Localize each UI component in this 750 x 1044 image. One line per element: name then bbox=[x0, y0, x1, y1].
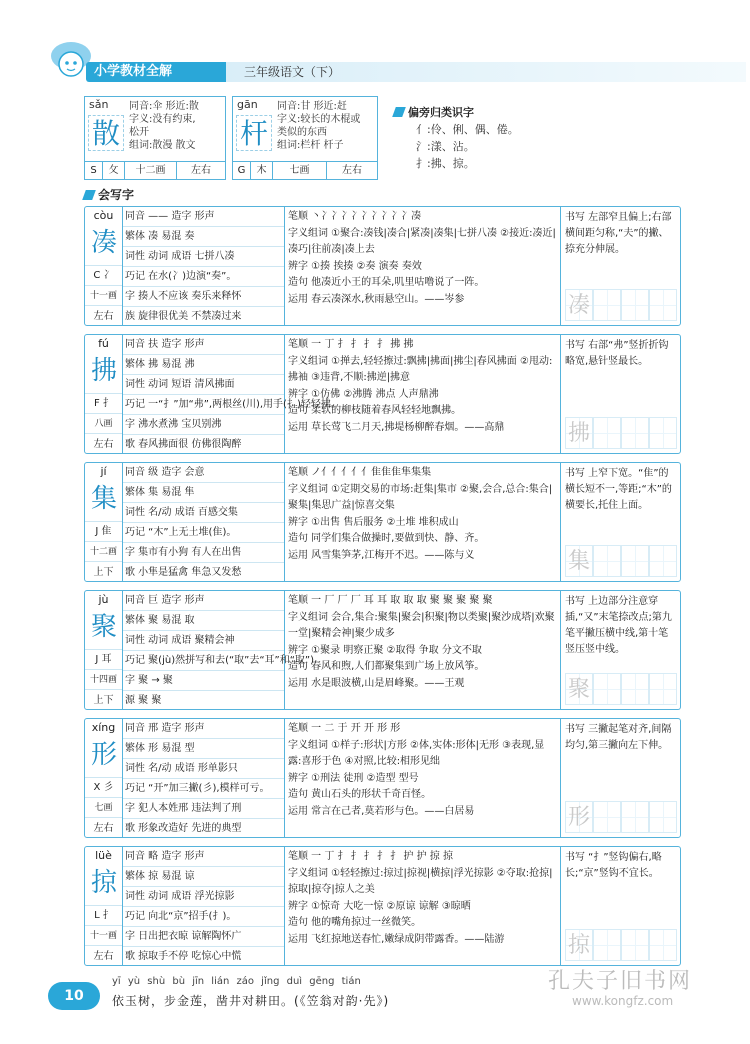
writing-column bbox=[561, 719, 682, 837]
practice-cell[interactable] bbox=[649, 417, 677, 449]
info-line: 繁体 形 易混 型 bbox=[123, 739, 284, 759]
radical: 木 bbox=[251, 162, 273, 179]
radical-section bbox=[394, 104, 519, 172]
writing-tip: 书写 左部窄且偏上;右部横间距匀称,“夫”的撇、捺充分伸展。 bbox=[565, 212, 672, 255]
mini-card-gan bbox=[232, 96, 378, 180]
info-line: 巧记 “开”加三撇(彡),模样可亏。 bbox=[123, 779, 284, 799]
initial: S bbox=[85, 162, 103, 179]
character: 散 bbox=[88, 115, 124, 151]
section-title bbox=[84, 186, 134, 203]
stroke-count: 八画 bbox=[85, 413, 122, 433]
info-line: 词性 动词 成语 七拼八凑 bbox=[123, 247, 284, 267]
info-line: 字 集市有小狗 有人在出售 bbox=[123, 543, 284, 563]
character-block bbox=[84, 846, 681, 966]
brand-title: 小学教材全解 bbox=[86, 62, 226, 82]
character: 形 bbox=[90, 740, 117, 770]
initial: G bbox=[233, 162, 251, 179]
info-column bbox=[123, 719, 285, 837]
stroke-count: 十二画 bbox=[125, 162, 177, 179]
meaning-line: 运用 常言在己者,莫若形与色。——白居易 bbox=[288, 805, 475, 817]
section-title-text: 会写字 bbox=[98, 188, 135, 202]
info-line: 歌 形象改造好 先进的典型 bbox=[125, 823, 242, 834]
practice-cell[interactable] bbox=[649, 289, 677, 321]
practice-cell[interactable] bbox=[621, 673, 649, 705]
meaning-column bbox=[285, 463, 561, 581]
initial-radical: F 扌 bbox=[85, 393, 122, 413]
info-line: 同音 —— 造字 形声 bbox=[123, 207, 284, 227]
character: 聚 bbox=[90, 612, 117, 642]
info-line: 同音 巨 造字 形声 bbox=[123, 591, 284, 611]
writing-column bbox=[561, 591, 682, 709]
trace-cell[interactable]: 形 bbox=[565, 801, 593, 833]
pinyin: gān bbox=[237, 98, 258, 111]
practice-grid[interactable] bbox=[565, 673, 677, 705]
info-column bbox=[123, 335, 341, 453]
info-line: 同音 略 造字 形声 bbox=[123, 847, 284, 867]
info-line: 巧记 “木”上无土堆(隹)。 bbox=[123, 523, 284, 543]
meaning-line: 运用 飞红掠地送春忙,嫩绿成阴带露香。——陆游 bbox=[288, 933, 505, 945]
meaning-column bbox=[285, 207, 561, 325]
meaning-line: 造句 柔软的柳枝随着春风轻轻地飘拂。 bbox=[288, 405, 462, 416]
character-block bbox=[84, 590, 681, 710]
practice-cell[interactable] bbox=[621, 289, 649, 321]
meaning-line: 字义组词 会合,集合:聚集|聚会|积聚|物以类聚|聚沙成塔|欢聚一堂|聚精会神|聚少成多 bbox=[288, 611, 555, 639]
practice-cell[interactable] bbox=[649, 929, 677, 961]
meaning-line: 字义组词 ①聚合:凑钱|凑合|紧凑|凑集|七拼八凑 ②接近:凑近|凑巧|往前凑|凑上去 bbox=[288, 227, 556, 255]
practice-cell[interactable] bbox=[649, 801, 677, 833]
watermark-url: www.kongfz.com bbox=[572, 994, 674, 1008]
practice-cell[interactable] bbox=[621, 545, 649, 577]
radical-title: 偏旁归类识字 bbox=[408, 106, 474, 119]
info-line: 字义:较长的木棍或 bbox=[277, 114, 361, 125]
initial-radical: J 隹 bbox=[85, 521, 122, 541]
pinyin: fú bbox=[98, 337, 109, 350]
meaning-line: 造句 黄山石头的形状千奇百怪。 bbox=[288, 789, 432, 800]
practice-cell[interactable] bbox=[621, 929, 649, 961]
character: 杆 bbox=[236, 115, 272, 151]
info-line: 词性 动词 成语 聚精会神 bbox=[123, 631, 284, 651]
trace-cell[interactable]: 聚 bbox=[565, 673, 593, 705]
character-block bbox=[84, 462, 681, 582]
structure: 左右 bbox=[85, 305, 122, 326]
info-column bbox=[123, 207, 285, 325]
page-header bbox=[0, 40, 750, 82]
trace-cell[interactable]: 拂 bbox=[565, 417, 593, 449]
mini-card-san bbox=[84, 96, 226, 180]
trace-cell[interactable]: 凑 bbox=[565, 289, 593, 321]
structure: 左右 bbox=[342, 165, 362, 176]
character-block bbox=[84, 334, 681, 454]
pinyin: jù bbox=[98, 593, 109, 606]
meaning-line: 笔顺 一 丁 扌 扌 扌 扌 拂 拂 bbox=[288, 339, 414, 350]
mini-row bbox=[85, 161, 225, 179]
info-line: 松开 bbox=[129, 127, 149, 138]
char-column bbox=[85, 463, 123, 581]
info-line: 巧记 聚(jù)然拼写和去(“取”去“耳”和“取”) bbox=[123, 651, 284, 671]
info-line: 字 犯人本姓邢 违法判了刑 bbox=[123, 799, 284, 819]
info-line: 族 旋律很优美 不禁凑过来 bbox=[125, 311, 242, 322]
char-column bbox=[85, 847, 123, 965]
page-number: 10 bbox=[48, 982, 100, 1010]
practice-cell[interactable] bbox=[649, 545, 677, 577]
pencil-icon bbox=[392, 107, 406, 117]
character: 凑 bbox=[90, 228, 117, 258]
info-line: 源 聚 聚 bbox=[125, 695, 162, 706]
meaning-column bbox=[285, 847, 561, 965]
info-line: 词性 动词 短语 清风拂面 bbox=[123, 375, 284, 395]
meaning-column bbox=[285, 335, 561, 453]
meaning-line: 字义组词 ①定期交易的市场:赶集|集市 ②聚,会合,总合:集合|聚集|集思广益|惊喜交集 bbox=[288, 483, 553, 511]
info-column bbox=[123, 463, 285, 581]
pinyin: còu bbox=[93, 209, 114, 222]
meaning-line: 辨字 ①惊奇 大吃一惊 ②原谅 谅解 ③晾晒 bbox=[288, 900, 471, 912]
info-line: 字义:没有约束, bbox=[129, 114, 196, 125]
practice-cell[interactable] bbox=[593, 801, 621, 833]
meaning-column bbox=[285, 719, 561, 837]
pinyin: sǎn bbox=[89, 98, 109, 111]
info-line: 同音 邢 造字 形声 bbox=[123, 719, 284, 739]
practice-cell[interactable] bbox=[621, 801, 649, 833]
info-line: 繁体 拂 易混 沸 bbox=[123, 355, 284, 375]
initial-radical: L 扌 bbox=[85, 905, 122, 925]
character-block bbox=[84, 718, 681, 838]
info-line: 词性 名/动 成语 形单影只 bbox=[123, 759, 284, 779]
info-line: 巧记 在水(冫)边演“奏”。 bbox=[123, 267, 284, 287]
character-block bbox=[84, 206, 681, 326]
practice-grid[interactable] bbox=[565, 801, 677, 833]
practice-cell[interactable] bbox=[593, 929, 621, 961]
writing-tip: 书写 三撇起笔对齐,间隔均匀,第三撇向左下伸。 bbox=[565, 724, 672, 751]
meaning-line: 笔顺 一 二 于 开 开 形 形 bbox=[288, 723, 401, 734]
writing-column bbox=[561, 847, 682, 965]
info-line: 歌 春风拂面很 仿佛很陶醉 bbox=[125, 439, 242, 450]
stroke-count: 十二画 bbox=[85, 541, 122, 561]
info-line: 歌 掠取手不停 吃惊心中慌 bbox=[125, 951, 242, 962]
meaning-line: 笔顺 ノ亻亻亻亻亻隹隹隹隼集集 bbox=[288, 467, 432, 478]
meaning-line: 辨字 ①揍 挨揍 ②奏 演奏 奏效 bbox=[288, 260, 422, 272]
writing-tip: 书写 右部“弗”竖折折钩略宽,悬针竖最长。 bbox=[565, 340, 669, 367]
pinyin: jí bbox=[100, 465, 107, 478]
stroke-count: 十一画 bbox=[85, 925, 122, 945]
meaning-line: 笔顺 一 丁 扌 扌 扌 扌 扌 护 护 掠 掠 bbox=[288, 851, 453, 862]
info-column bbox=[123, 847, 285, 965]
grade-label: 三年级语文（下） bbox=[244, 65, 341, 79]
mini-row bbox=[233, 161, 377, 179]
character: 集 bbox=[90, 484, 117, 514]
stroke-count: 十一画 bbox=[85, 285, 122, 305]
meaning-line: 运用 草长莺飞二月天,拂堤杨柳醉春烟。——高鼎 bbox=[288, 421, 505, 433]
character: 拂 bbox=[90, 356, 117, 386]
practice-cell[interactable] bbox=[621, 417, 649, 449]
trace-cell[interactable]: 掠 bbox=[565, 929, 593, 961]
practice-cell[interactable] bbox=[593, 417, 621, 449]
info-line: 同音 级 造字 会意 bbox=[123, 463, 284, 483]
meaning-line: 运用 春云凑深水,秋雨悬空山。——岑参 bbox=[288, 293, 465, 305]
info-line: 繁体 集 易混 隼 bbox=[123, 483, 284, 503]
meaning-line: 运用 水是眼波横,山是眉峰聚。——王观 bbox=[288, 677, 465, 689]
info-line: 巧记 一“扌”加“弗”,两根丝(川),用手(扌)轻轻拂。 bbox=[123, 395, 284, 415]
info-line: 字 聚 → 聚 bbox=[123, 671, 284, 691]
radical-line: 氵:漾、沾。 bbox=[416, 140, 475, 153]
char-column bbox=[85, 719, 123, 837]
footer-verse: 依玉树，步金莲，凿井对耕田。(《笠翁对韵·先》) bbox=[112, 994, 390, 1008]
writing-tip: 书写 “扌”竖钩偏右,略长;“京”竖钩不宜长。 bbox=[565, 852, 662, 879]
meaning-line: 造句 他的嘴角掠过一丝微笑。 bbox=[288, 917, 422, 928]
trace-cell[interactable]: 集 bbox=[565, 545, 593, 577]
info-line: 同音:伞 形近:散 bbox=[129, 101, 199, 112]
info-line: 组词:散漫 散文 bbox=[129, 140, 196, 151]
writing-column bbox=[561, 463, 682, 581]
info-line: 字 沸水煮沸 宝贝别沸 bbox=[123, 415, 284, 435]
pinyin: lüè bbox=[95, 849, 112, 862]
info-line: 组词:栏杆 杆子 bbox=[277, 140, 344, 151]
structure: 上下 bbox=[85, 561, 122, 582]
meaning-column bbox=[285, 591, 561, 709]
info-line: 繁体 掠 易混 谅 bbox=[123, 867, 284, 887]
footer-pinyin: yī yù shù bù jīn lián záo jǐng duì gēng tián bbox=[112, 976, 361, 987]
mini-info bbox=[129, 100, 239, 152]
info-line: 同音 扶 造字 形声 bbox=[123, 335, 284, 355]
char-column bbox=[85, 207, 123, 325]
writing-tip: 书写 上窄下宽。“隹”的横长短不一,等距;“木”的横要长,托住上面。 bbox=[565, 468, 672, 511]
info-column bbox=[123, 591, 314, 709]
structure: 左右 bbox=[191, 165, 211, 176]
initial-radical: X 彡 bbox=[85, 777, 122, 797]
radical-line: 扌:拂、掠。 bbox=[416, 157, 475, 170]
meaning-line: 笔顺 丶冫冫冫冫冫冫冫冫冫凑 bbox=[288, 211, 422, 222]
practice-cell[interactable] bbox=[649, 673, 677, 705]
structure: 左右 bbox=[85, 945, 122, 966]
writing-column bbox=[561, 207, 682, 325]
structure: 上下 bbox=[85, 689, 122, 710]
practice-cell[interactable] bbox=[593, 673, 621, 705]
meaning-line: 辨字 ①聚录 明察正聚 ②取得 争取 分文不取 bbox=[288, 644, 482, 656]
pencil-icon bbox=[82, 190, 96, 200]
meaning-line: 辨字 ①刑法 徒刑 ②造型 型号 bbox=[288, 772, 419, 784]
practice-grid[interactable] bbox=[565, 929, 677, 961]
info-line: 繁体 聚 易混 取 bbox=[123, 611, 284, 631]
meaning-line: 字义组词 ①轻轻擦过:掠过|掠视|横掠|浮光掠影 ②夺取:抢掠|掠取|掠夺|掠人之美 bbox=[288, 867, 553, 895]
char-column bbox=[85, 335, 123, 453]
practice-cell[interactable] bbox=[593, 289, 621, 321]
writing-column bbox=[561, 335, 682, 453]
practice-grid[interactable] bbox=[565, 545, 677, 577]
meaning-line: 造句 同学们集合做操时,要做到快、静、齐。 bbox=[288, 533, 485, 544]
meaning-line: 辨字 ①出售 售后服务 ②土堆 堆积成山 bbox=[288, 516, 459, 528]
info-line: 歌 小隼是猛禽 隼急又发愁 bbox=[125, 567, 242, 578]
radical: 攵 bbox=[103, 162, 125, 179]
structure: 左右 bbox=[85, 433, 122, 454]
meaning-line: 造句 春风和煦,人们都聚集到广场上放风筝。 bbox=[288, 661, 485, 672]
stroke-count: 七画 bbox=[273, 162, 327, 179]
writing-tip: 书写 上边部分注意穿插,“又”末笔捺改点;第九笔平撇压横中线,第十笔竖压竖中线。 bbox=[565, 596, 672, 655]
character: 掠 bbox=[90, 868, 117, 898]
initial-radical: C 冫 bbox=[85, 265, 122, 285]
info-line: 字 揍人不应该 奏乐来释怀 bbox=[123, 287, 284, 307]
info-line: 词性 名/动 成语 百感交集 bbox=[123, 503, 284, 523]
info-line: 巧记 向北“京”招手(扌)。 bbox=[123, 907, 284, 927]
initial-radical: J 耳 bbox=[85, 649, 122, 669]
stroke-count: 十四画 bbox=[85, 669, 122, 689]
structure: 左右 bbox=[85, 817, 122, 838]
info-line: 词性 动词 成语 浮光掠影 bbox=[123, 887, 284, 907]
info-line: 字 日出把衣晾 谅解陶怀广 bbox=[123, 927, 284, 947]
mini-info bbox=[277, 100, 387, 152]
practice-grid[interactable] bbox=[565, 289, 677, 321]
watermark-text: 孔夫子旧书网 bbox=[548, 969, 693, 994]
char-column bbox=[85, 591, 123, 709]
info-line: 类似的东西 bbox=[277, 127, 327, 138]
practice-cell[interactable] bbox=[593, 545, 621, 577]
radical-line: 亻:伶、俐、偶、倦。 bbox=[416, 123, 519, 136]
pinyin: xíng bbox=[91, 721, 116, 734]
meaning-line: 辨字 ①仿佛 ②沸腾 沸点 人声鼎沸 bbox=[288, 388, 439, 400]
info-line: 繁体 凑 易混 奏 bbox=[123, 227, 284, 247]
meaning-line: 字义组词 ①样子:形状|方形 ②体,实体:形体|无形 ③表现,显露:喜形于色 ④对照,比较:相形见绌 bbox=[288, 739, 545, 767]
meaning-line: 运用 风雪集笋茅,江梅开不迟。——陈与义 bbox=[288, 549, 475, 561]
meaning-line: 造句 他凑近小王的耳朵,叽里咕噜说了一阵。 bbox=[288, 277, 485, 288]
practice-grid[interactable] bbox=[565, 417, 677, 449]
info-line: 同音:甘 形近:赶 bbox=[277, 101, 347, 112]
meaning-line: 笔顺 一 厂 厂 厂 耳 耳 取 取 取 聚 聚 聚 聚 聚 bbox=[288, 595, 493, 606]
stroke-count: 七画 bbox=[85, 797, 122, 817]
meaning-line: 字义组词 ①掸去,轻轻擦过:飘拂|拂面|拂尘|春风拂面 ②甩动:拂袖 ③违背,不顺:拂逆|拂意 bbox=[288, 355, 553, 383]
